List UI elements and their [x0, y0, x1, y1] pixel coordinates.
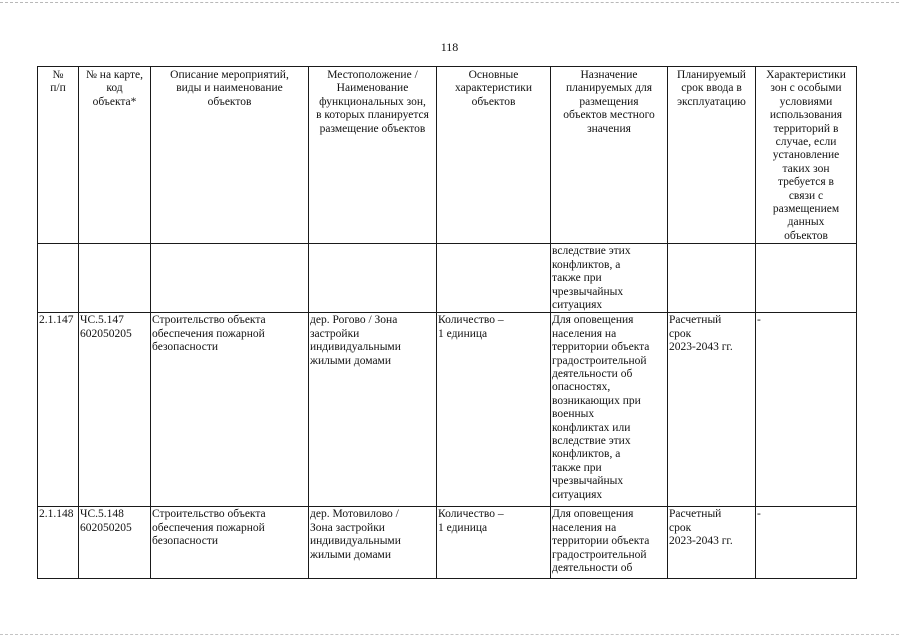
header-characteristics: Основные характеристики объектов [437, 67, 551, 244]
cell-purpose: Для оповещения населения на территории объекта градостроительной деятельности об опасностях, возникающих при военных конфликтах или вследствие этих конфликтов, а также при чрезвычайных ситуациях [551, 313, 668, 507]
cell-purpose: Для оповещения населения на территории объекта градостроительной деятельности об [551, 507, 668, 579]
scan-edge-bottom [0, 634, 899, 635]
cell-description: Строительство объекта обеспечения пожарной безопасности [151, 507, 309, 579]
cell-empty [151, 244, 309, 313]
cell-empty [79, 244, 151, 313]
page-number: 118 [440, 40, 459, 54]
header-location: Местоположение / Наименование функциональных зон, в которых планируется размещение объектов [309, 67, 437, 244]
cell-map-code: ЧС.5.147 602050205 [79, 313, 151, 507]
cell-zones: - [756, 313, 857, 507]
cell-location: дер. Рогово / Зона застройки индивидуальными жилыми домами [309, 313, 437, 507]
cell-characteristics: Количество – 1 единица [437, 313, 551, 507]
cell-term: Расчетный срок 2023-2043 гг. [668, 507, 756, 579]
header-purpose: Назначение планируемых для размещения объектов местного значения [551, 67, 668, 244]
cell-empty [38, 244, 79, 313]
table-row-continuation [38, 244, 857, 313]
planned-objects-table [37, 66, 857, 579]
cell-number: 2.1.148 [38, 507, 79, 579]
cell-zones: - [756, 507, 857, 579]
table-header-row [38, 67, 857, 244]
cell-purpose-continued: вследствие этих конфликтов, а также при чрезвычайных ситуациях [551, 244, 668, 313]
cell-map-code: ЧС.5.148 602050205 [79, 507, 151, 579]
cell-empty [309, 244, 437, 313]
header-zones: Характеристики зон с особыми условиями использования территорий в случае, если установление таких зон требуется в связи с размещением данных объектов [756, 67, 857, 244]
cell-empty [668, 244, 756, 313]
header-map-code: № на карте, код объекта* [79, 67, 151, 244]
cell-description: Строительство объекта обеспечения пожарной безопасности [151, 313, 309, 507]
cell-empty [756, 244, 857, 313]
table-row [38, 507, 857, 579]
header-description: Описание мероприятий, виды и наименование объектов [151, 67, 309, 244]
cell-number: 2.1.147 [38, 313, 79, 507]
scan-edge-top [0, 2, 899, 3]
cell-characteristics: Количество – 1 единица [437, 507, 551, 579]
cell-empty [437, 244, 551, 313]
table-row [38, 313, 857, 507]
header-term: Планируемый срок ввода в эксплуатацию [668, 67, 756, 244]
cell-term: Расчетный срок 2023-2043 гг. [668, 313, 756, 507]
header-number: № п/п [38, 67, 79, 244]
cell-location: дер. Мотовилово / Зона застройки индивидуальными жилыми домами [309, 507, 437, 579]
